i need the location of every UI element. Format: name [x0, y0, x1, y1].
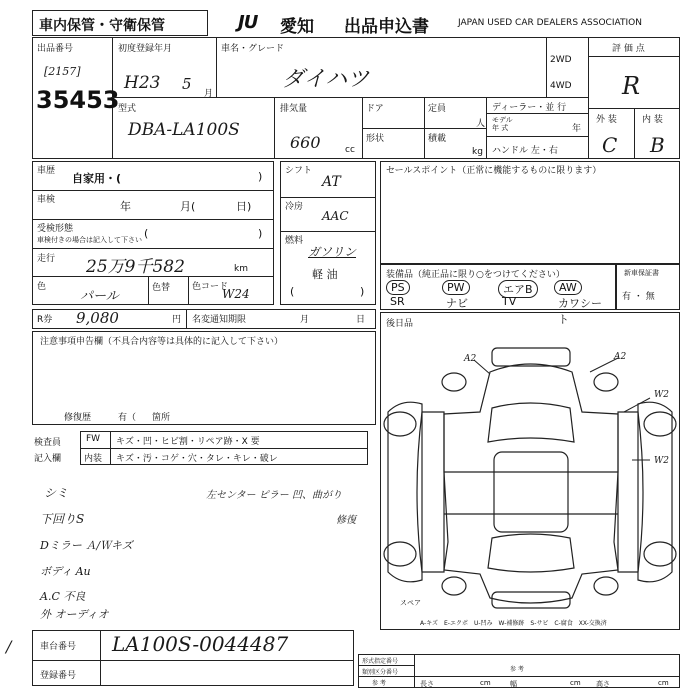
- org-english: JAPAN USED CAR DEALERS ASSOCIATION: [458, 18, 642, 28]
- lot-label: 出品番号: [37, 44, 74, 54]
- model-label: 型式: [118, 104, 137, 114]
- fuel-gas: ガソリン: [308, 245, 357, 259]
- doors-label: ドア: [366, 104, 384, 114]
- damage-legend: A-キズ E-エクボ U-凹み W-補修跡 S-サビ C-腐食 XX-交換済: [420, 620, 607, 627]
- note-right-1: 左センター ピラー 凹、曲がり: [206, 490, 342, 501]
- drive-4wd: 4WD: [550, 81, 572, 91]
- exterior-grade: C: [602, 133, 618, 157]
- note-line-5: A.C 不良: [40, 590, 86, 603]
- equipment-item: SR: [390, 295, 405, 308]
- mileage-value: 25万9千582: [86, 257, 185, 277]
- model-value: DBA-LA100S: [128, 120, 240, 140]
- equipment-item: ナビ: [446, 297, 468, 310]
- note-right-2: 修復: [336, 515, 356, 526]
- chassis-number: LA100S-0044487: [112, 632, 289, 656]
- lot-number: 35453: [36, 86, 120, 114]
- color-value: パール: [80, 289, 119, 304]
- note-line-3: Dミラー Ａ/Ｗキズ: [40, 539, 133, 552]
- note-line-4: ボディ Au: [40, 565, 91, 578]
- car-name-value: ダイハツ: [282, 67, 370, 92]
- grade-label: 評 価 点: [612, 44, 645, 54]
- ac-value: AAC: [322, 209, 349, 223]
- color-code: W24: [222, 287, 250, 301]
- lot-sub: [2157]: [44, 65, 81, 78]
- note-line-6: 外 オーディオ: [40, 608, 109, 621]
- form-title: 出品申込書: [344, 17, 429, 37]
- equipment-item: PW: [442, 280, 470, 295]
- history-value: 自家用・(: [72, 172, 122, 185]
- car-name-label: 車名・グレード: [221, 44, 285, 54]
- equipment-item: エアB: [498, 280, 538, 298]
- displacement-label: 排気量: [280, 104, 308, 114]
- equipment-item: TV: [502, 295, 517, 308]
- form-frame: [32, 37, 680, 159]
- registration-month: 5: [182, 75, 192, 93]
- storage-label: 車内保管・守衛保管: [39, 18, 165, 34]
- org-name: 愛知: [280, 17, 314, 37]
- ju-logo: JU: [238, 12, 258, 33]
- grade-value: R: [622, 72, 641, 100]
- car-diagram: [382, 342, 678, 612]
- note-line-1: シミ: [44, 486, 69, 500]
- storage-label-box: [32, 10, 208, 36]
- equipment-item: カワシート: [558, 297, 602, 326]
- equipment-grid: [386, 280, 614, 326]
- registration-era: H23: [124, 73, 161, 93]
- damage-a2-right: A2: [614, 352, 627, 362]
- equipment-item: PS: [386, 280, 410, 295]
- displacement-value: 660: [290, 133, 321, 152]
- damage-w2-b: W2: [654, 456, 669, 466]
- capacity-label: 定員: [428, 104, 447, 114]
- registration-label: 初度登録年月: [118, 44, 173, 54]
- equipment-item: AW: [554, 280, 582, 295]
- note-line-2: 下回りS: [40, 512, 85, 526]
- damage-a2-left: A2: [464, 354, 477, 364]
- recycle-value: 9,080: [76, 309, 119, 327]
- damage-w2-a: W2: [654, 390, 669, 400]
- interior-grade: B: [650, 133, 665, 157]
- sales-point: [380, 161, 680, 264]
- shift-value: AT: [322, 174, 341, 190]
- drive-2wd: 2WD: [550, 55, 572, 65]
